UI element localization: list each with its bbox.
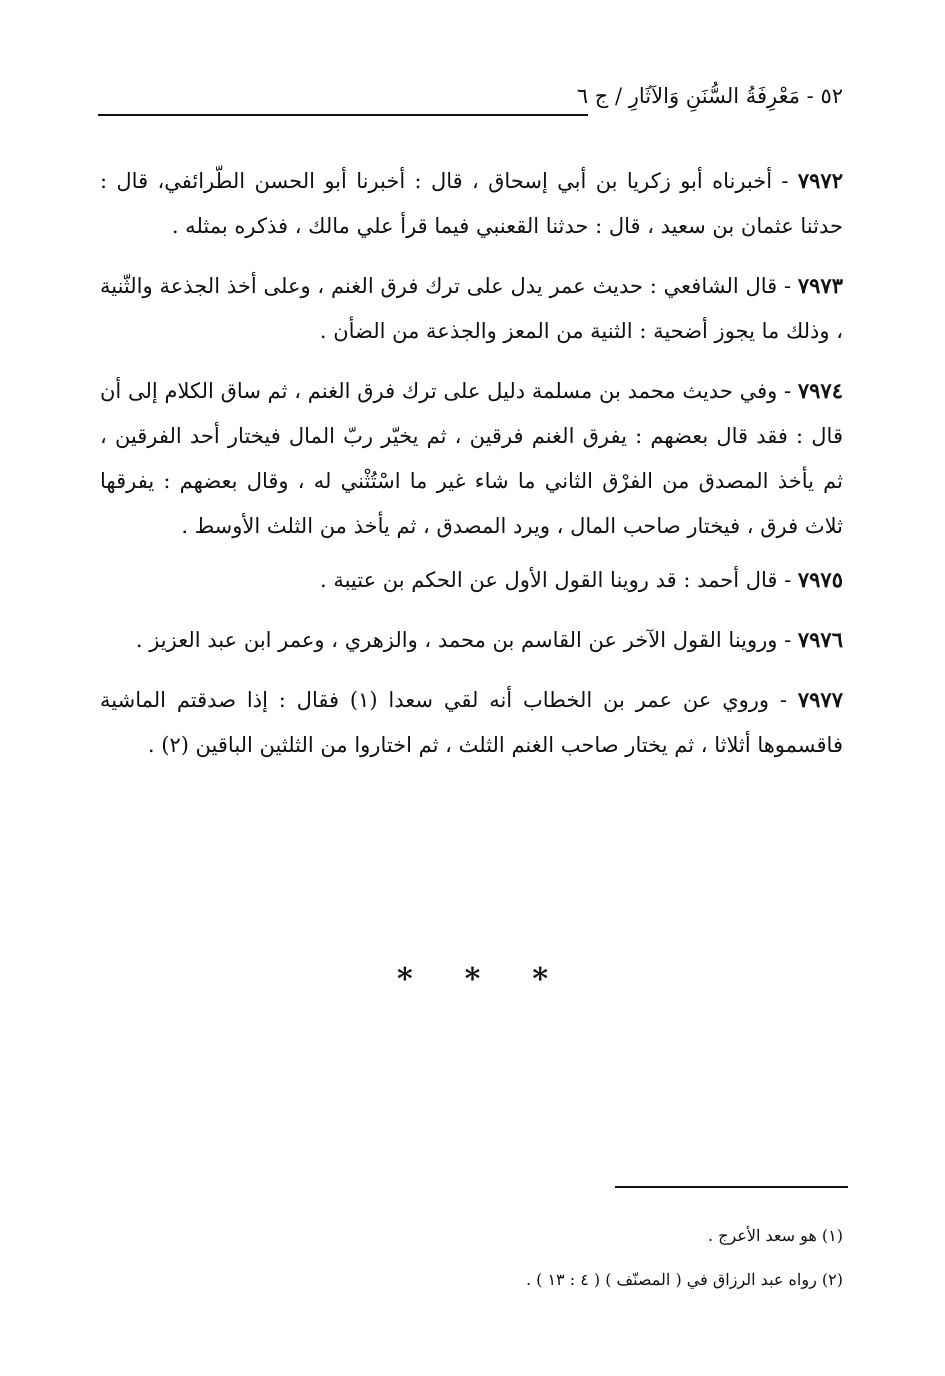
running-title: ٥٢ - مَعْرِفَةُ السُّنَنِ وَالآثَارِ / ج ٦ <box>576 84 843 108</box>
paragraph-number: ٧٩٧٤ <box>797 378 843 403</box>
paragraph-7974 <box>100 368 843 549</box>
paragraph-7975 <box>100 557 843 603</box>
section-separator <box>0 962 945 997</box>
asterisk-icon: * <box>396 962 413 997</box>
paragraph-number: ٧٩٧٥ <box>797 567 843 592</box>
paragraph-text: - وروينا القول الآخر عن القاسم بن محمد ، والزهري ، وعمر ابن عبد العزيز . <box>135 628 798 652</box>
paragraph-number: ٧٩٧٧ <box>797 687 843 712</box>
paragraph-text: - وروي عن عمر بن الخطاب أنه لقي سعدا (١) فقال : إذا صدقتم الماشية فاقسموها أثلاثا ، ثم يختار صاحب الغنم الثلث ، ثم اختاروا من الثلثين الباقين (٢) . <box>100 688 843 757</box>
paragraph-7976 <box>100 617 843 663</box>
main-text <box>100 158 843 782</box>
paragraph-text: - قال أحمد : قد روينا القول الأول عن الحكم بن عتيبة . <box>319 568 798 592</box>
paragraph-number: ٧٩٧٦ <box>797 627 843 652</box>
paragraph-text: - قال الشافعي : حديث عمر يدل على ترك فرق الغنم ، وعلى أخذ الجذعة والثّنية ، وذلك ما يجوز أضحية : الثنية من المعز والجذعة من الضأن . <box>100 274 843 343</box>
paragraph-7977 <box>100 677 843 768</box>
paragraph-text: - وفي حديث محمد بن مسلمة دليل على ترك فرق الغنم ، ثم ساق الكلام إلى أن قال : فقد قال بعضهم : يفرق الغنم فرقين ، ثم يخيّر ربّ المال فيختار أحد الفرقين ، ثم يأخذ المصدق من الفرْق الثاني ما شاء غير ما اسْتُثْني له ، وقال بعضهم : يفرقها ثلاث فرق ، فيختار صاحب المال ، ويرد المصدق ، ثم يأخذ من الثلث الأوسط . <box>100 379 843 538</box>
footnote-2: (٢) رواه عبد الرزاق في ( المصنّف ) ( ٤ : ١٣ ) . <box>525 1270 843 1289</box>
footnote-1: (١) هو سعد الأعرج . <box>707 1226 843 1245</box>
paragraph-7972 <box>100 158 843 249</box>
asterisk-icon: * <box>464 962 481 997</box>
paragraph-7973 <box>100 263 843 354</box>
footnotes <box>100 1214 843 1302</box>
asterisk-icon: * <box>532 962 549 997</box>
header-rule <box>98 114 588 116</box>
paragraph-number: ٧٩٧٣ <box>797 273 843 298</box>
footnote-rule <box>615 1186 848 1188</box>
paragraph-number: ٧٩٧٢ <box>797 168 843 193</box>
page-header <box>98 84 843 124</box>
paragraph-text: - أخبرناه أبو زكريا بن أبي إسحاق ، قال : أخبرنا أبو الحسن الطّرائفي، قال : حدثنا عثمان بن سعيد ، قال : حدثنا القعنبي فيما قرأ علي مالك ، فذكره بمثله . <box>100 169 843 238</box>
